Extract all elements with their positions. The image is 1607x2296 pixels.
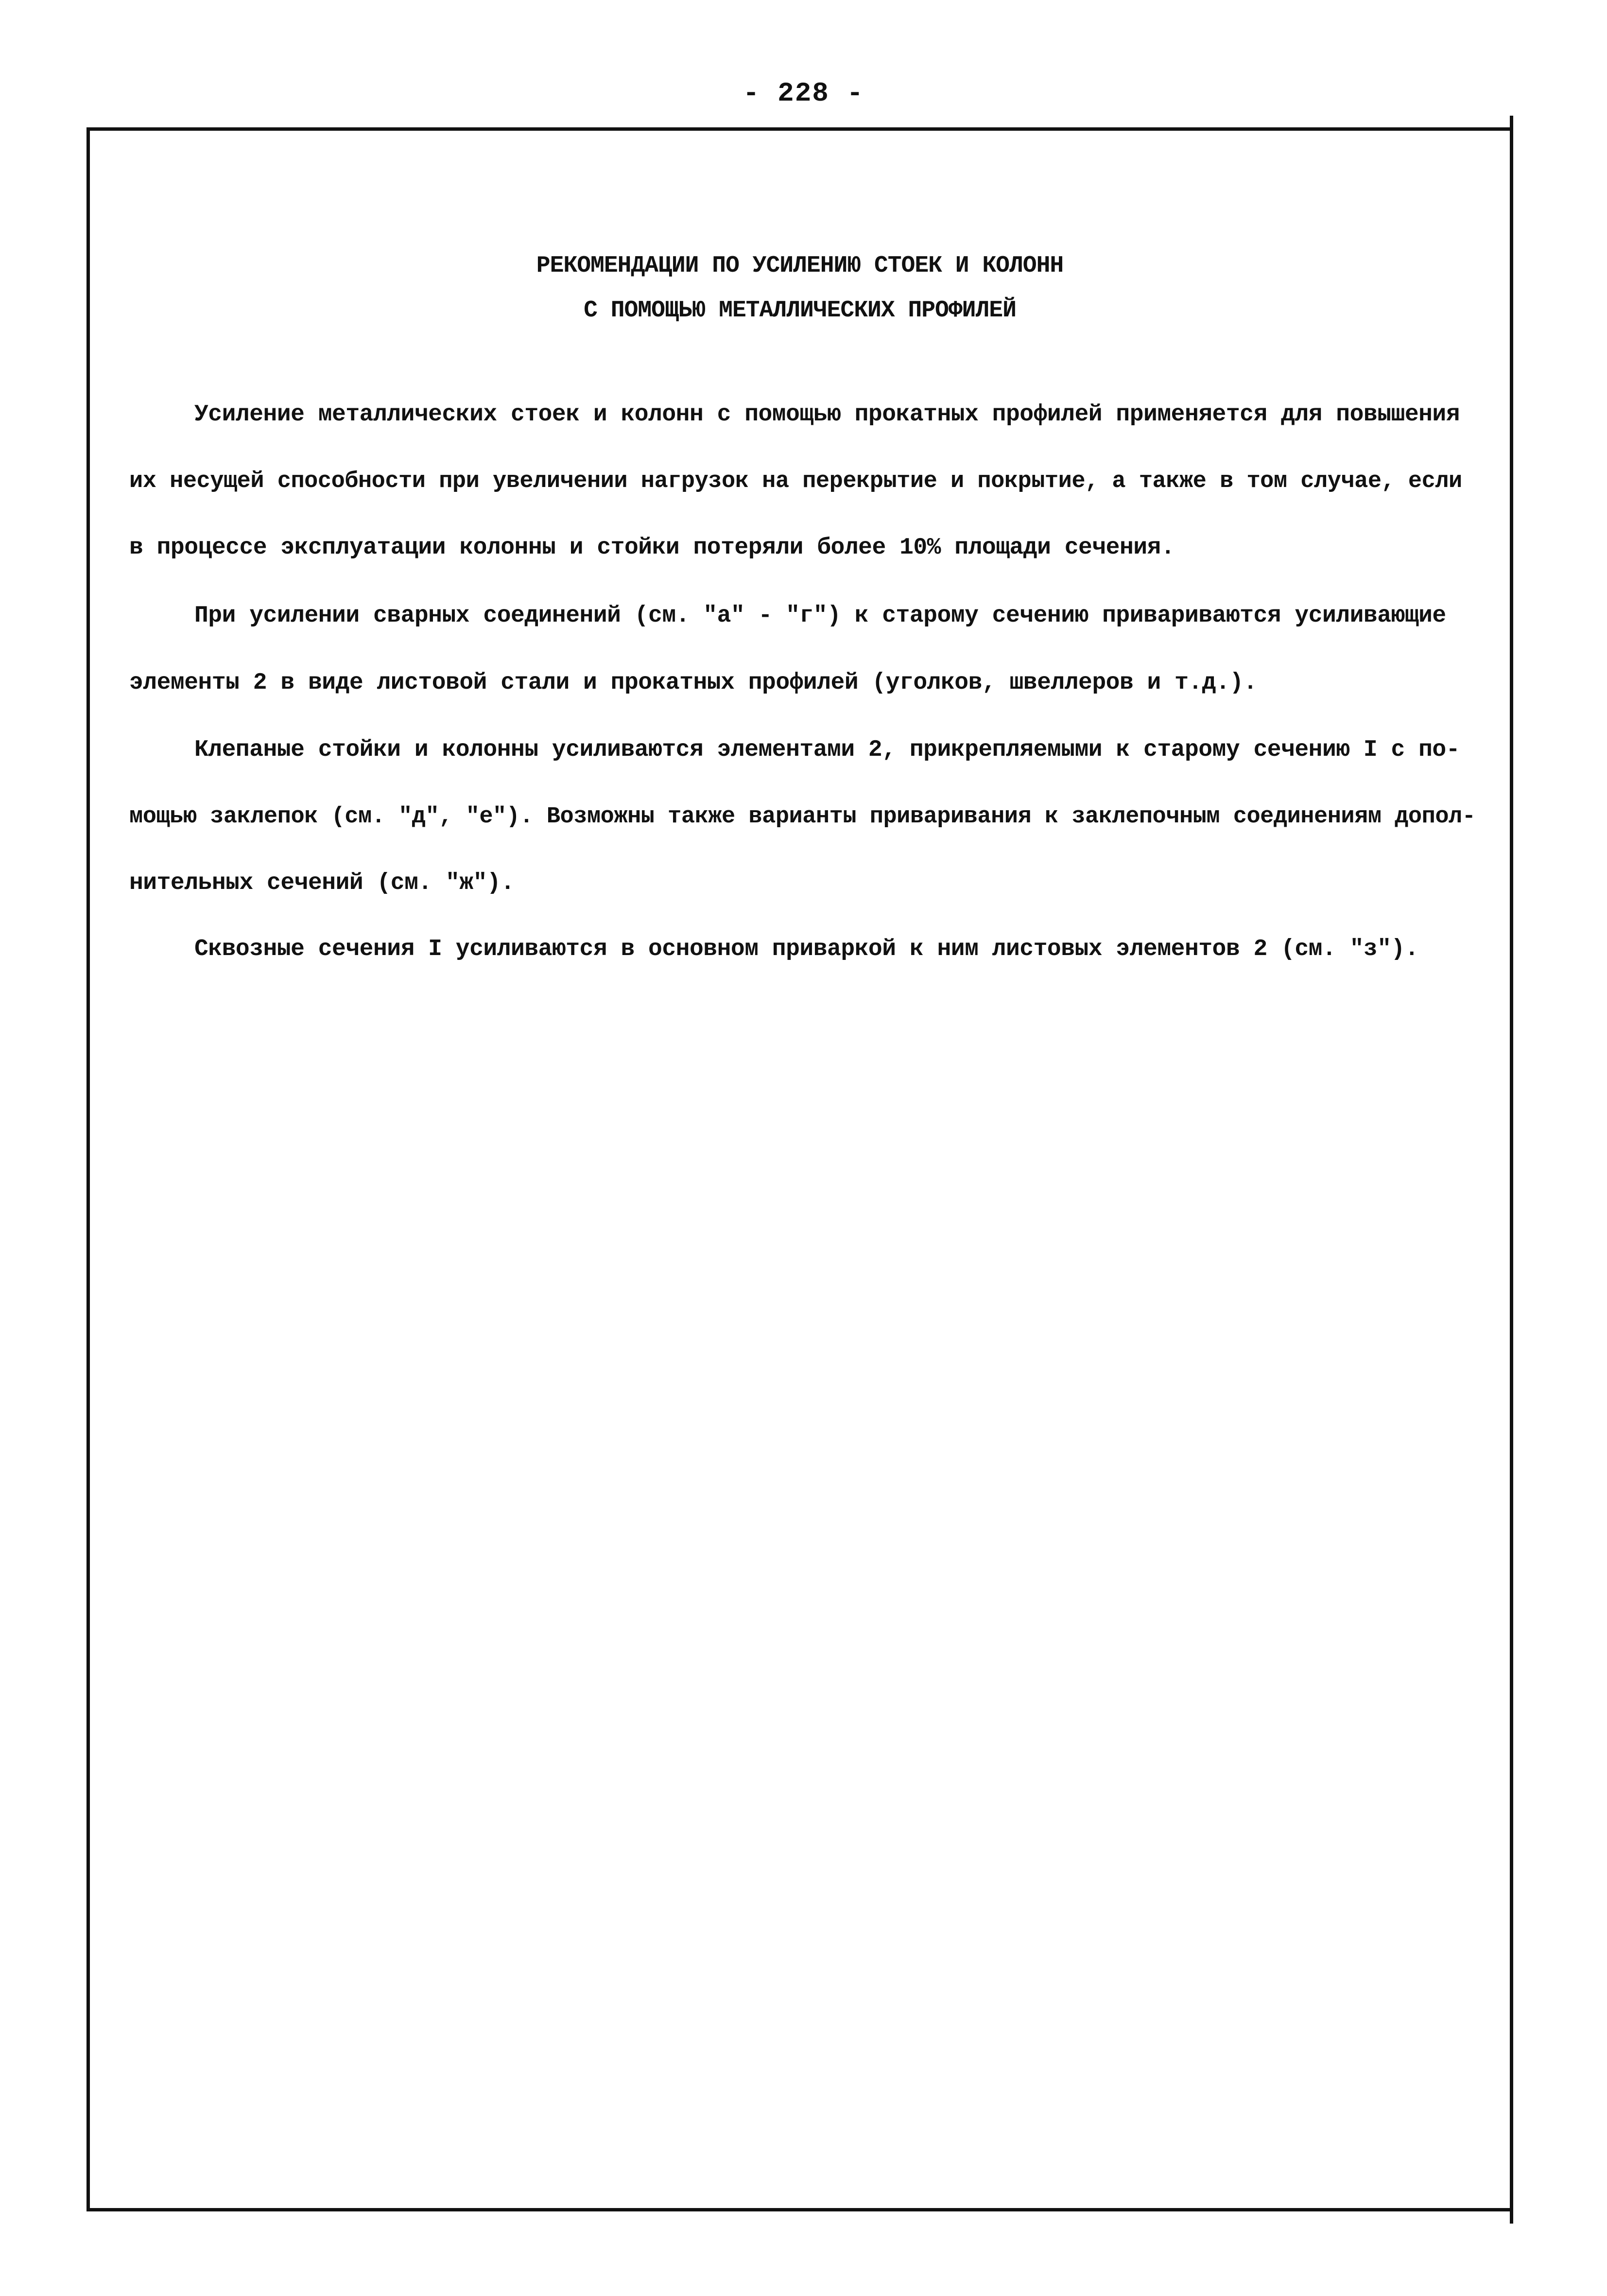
paragraph-line: Усиление металлических стоек и колонн с помощью прокатных профилей применяется для повышения [194, 401, 1460, 428]
page-number: - 228 - [743, 78, 864, 109]
frame-corner-mark [1510, 116, 1513, 130]
paragraph-line: их несущей способности при увеличении нагрузок на перекрытие и покрытие, а также в том случае, если [129, 469, 1462, 494]
paragraph-line: Сквозные сечения I усиливаются в основном приваркой к ним листовых элементов 2 (см. "з"). [194, 936, 1419, 962]
paragraph-line: При усилении сварных соединений (см. "а" - "г") к старому сечению привариваются усиливающие [194, 603, 1446, 629]
document-title: РЕКОМЕНДАЦИИ ПО УСИЛЕНИЮ СТОЕК И КОЛОНН [536, 253, 1064, 279]
paragraph-line: мощью заклепок (см. "д", "е"). Возможны также варианты приваривания к заклепочным соединениям допол- [129, 804, 1476, 830]
frame-corner-mark [1510, 2209, 1513, 2224]
paragraph-line: элементы 2 в виде листовой стали и прокатных профилей (уголков, швеллеров и т.д.). [129, 670, 1257, 696]
paragraph-line: Клепаные стойки и колонны усиливаются элементами 2, прикрепляемыми к старому сечению I с по- [194, 737, 1460, 763]
document-title: С ПОМОЩЬЮ МЕТАЛЛИЧЕСКИХ ПРОФИЛЕЙ [584, 297, 1016, 324]
paragraph-line: нительных сечений (см. "ж"). [129, 870, 515, 896]
page-frame [86, 127, 1513, 2211]
paragraph-line: в процессе эксплуатации колонны и стойки потеряли более 10% площади сечения. [129, 535, 1175, 561]
